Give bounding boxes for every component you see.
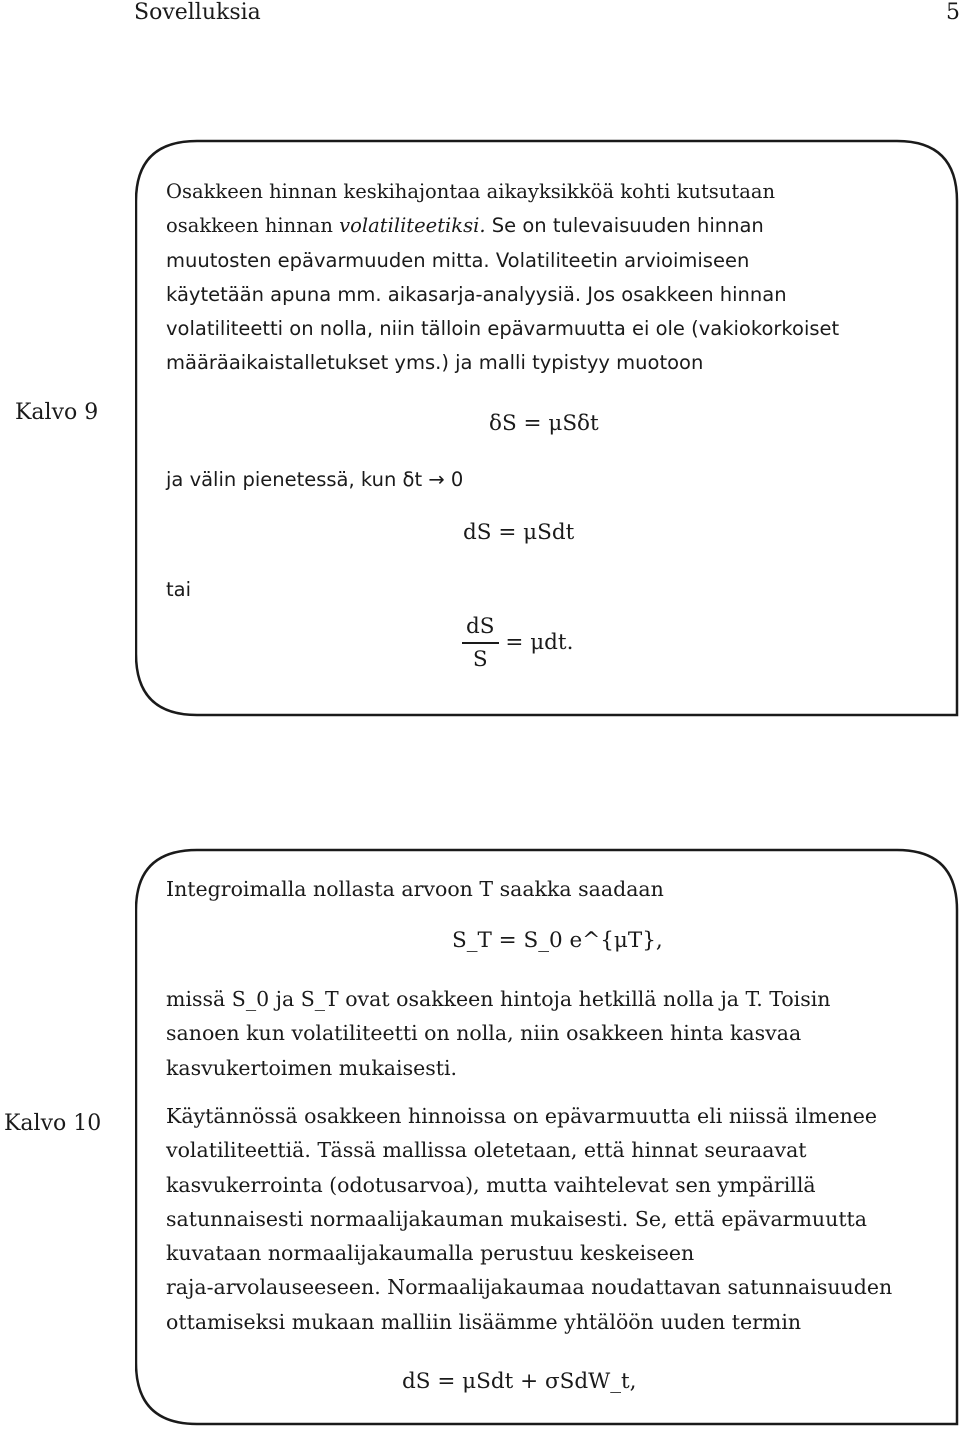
- running-head: [0, 0, 960, 30]
- slide-9-paragraph: [166, 175, 839, 381]
- slide-10-equation-2: [402, 1369, 636, 1394]
- slide-9-equation-3: [462, 614, 573, 672]
- slide-10-line: kasvukerrointa (odotusarvoa), mutta vaihtelevat sen ympärillä: [166, 1172, 816, 1197]
- slide-10-line: satunnaisesti normaalijakauman mukaisesti. Se, että epävarmuutta: [166, 1206, 868, 1231]
- slide-10-line: Käytännössä osakkeen hinnoissa on epävarmuutta eli niissä ilmenee: [166, 1104, 878, 1128]
- slide-9-line: Osakkeen hinnan keskihajontaa aikayksikköä kohti kutsutaan: [166, 180, 776, 203]
- slide-10-line: raja-arvolauseeseen. Normaalijakaumaa noudattavan satunnaisuuden: [166, 1275, 893, 1300]
- equation-rhs: = μdt.: [505, 629, 574, 655]
- equation-text: dS = μSdt + σSdW_t,: [402, 1369, 637, 1394]
- slide-10-line: volatiliteettiä. Tässä mallissa oletetaan, että hinnat seuraavat: [166, 1138, 807, 1163]
- slide-9-tai: tai: [166, 578, 192, 601]
- slide-9-line: määräaikaistalletukset yms.) ja malli typistyy muotoon: [166, 351, 704, 375]
- fraction-numerator: dS: [466, 614, 495, 639]
- slide-10-equation-1: [452, 928, 663, 953]
- slide-9-line: muutosten epävarmuuden mitta. Volatiliteetin arvioimiseen: [166, 248, 750, 272]
- header-title: Sovelluksia: [134, 0, 261, 25]
- slide-9-label: Kalvo 9: [15, 400, 99, 425]
- fraction-denominator: S: [472, 646, 488, 672]
- slide-10-line: ottamiseksi mukaan malliin lisäämme yhtälöön uuden termin: [166, 1309, 802, 1334]
- slide-10-line: kasvukertoimen mukaisesti.: [166, 1055, 458, 1080]
- equation-fraction: [462, 614, 499, 672]
- slide-9-line: käytetään apuna mm. aikasarja-analyysiä. Jos osakkeen hinnan: [166, 282, 787, 306]
- slide-9-line: volatiliteetti on nolla, niin tälloin epävarmuutta ei ole (vakiokorkoiset: [166, 317, 840, 341]
- equation-text: S_T = S_0 e^{μT},: [452, 928, 663, 953]
- equation-text: dS = μSdt: [463, 520, 575, 545]
- slide-10-line: missä S_0 ja S_T ovat osakkeen hintoja hetkillä nolla ja T. Toisin: [166, 987, 831, 1011]
- slide-10-line: sanoen kun volatiliteetti on nolla, niin osakkeen hinta kasvaa: [166, 1021, 802, 1046]
- slide-10-paragraph-1: [166, 982, 831, 1085]
- equation-text: δS = μSδt: [489, 411, 599, 436]
- slide-9-equation-2: [463, 520, 574, 545]
- page-number: 5: [946, 0, 960, 25]
- slide-10-label: Kalvo 10: [4, 1111, 102, 1136]
- slide-9-equation-1: [489, 411, 599, 436]
- slide-10-intro: Integroimalla nollasta arvoon T saakka saadaan: [166, 877, 664, 901]
- slide-9-between-text: ja välin pienetessä, kun δt → 0: [166, 468, 464, 491]
- slide-10-paragraph-2: [166, 1099, 892, 1339]
- slide-10-line: kuvataan normaalijakaumalla perustuu keskeiseen: [166, 1241, 695, 1266]
- fraction-bar: [462, 642, 499, 644]
- slide-9-line: osakkeen hinnan volatiliteetiksi. Se on tulevaisuuden hinnan: [166, 214, 764, 238]
